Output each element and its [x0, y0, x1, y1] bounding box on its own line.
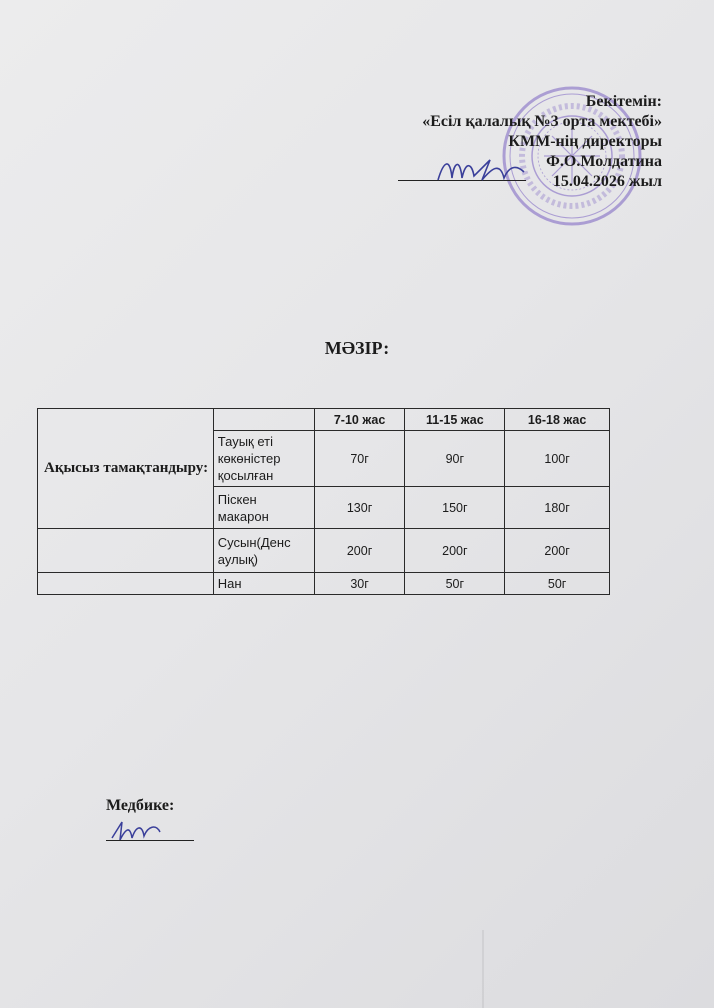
portion-7-10: 30г [314, 573, 405, 595]
empty-cell [38, 529, 214, 573]
header-cell-age-7-10: 7-10 жас [314, 409, 405, 431]
portion-16-18: 50г [505, 573, 610, 595]
food-name: Нан [213, 573, 314, 595]
portion-11-15: 200г [405, 529, 505, 573]
portion-16-18: 200г [505, 529, 610, 573]
director-name: Ф.О.Молдатина [546, 153, 662, 170]
table-row [38, 529, 610, 573]
portion-11-15: 150г [405, 487, 505, 529]
food-name: Сусын(Денс аулық) [213, 529, 314, 573]
food-name: Тауық еті көкөністер қосылған [213, 431, 314, 487]
portion-16-18: 180г [505, 487, 610, 529]
menu-title: МӘЗІР: [324, 338, 390, 358]
portion-11-15: 50г [405, 573, 505, 595]
header-cell-age-11-15: 11-15 жас [405, 409, 505, 431]
food-name: Піскен макарон [213, 487, 314, 529]
portion-7-10: 200г [314, 529, 405, 573]
free-meals-label: Ақысыз тамақтандыру: [38, 409, 214, 529]
approval-date: 15.04.2026 жыл [552, 173, 662, 190]
menu-table [37, 408, 610, 595]
table-row [38, 573, 610, 595]
portion-7-10: 70г [314, 431, 405, 487]
paper-fold-shadow [482, 930, 484, 1008]
school-name: «Есіл қалалық №3 орта мектебі» [422, 113, 662, 130]
portion-7-10: 130г [314, 487, 405, 529]
approval-heading: Бекітемін: [585, 93, 662, 110]
director-title: КММ-нің директоры [508, 133, 662, 150]
empty-cell [38, 573, 214, 595]
nurse-label: Медбике: [106, 797, 175, 814]
director-signature [430, 150, 530, 190]
portion-11-15: 90г [405, 431, 505, 487]
header-cell-food [213, 409, 314, 431]
portion-16-18: 100г [505, 431, 610, 487]
nurse-signature-line [106, 840, 194, 841]
table-header-row [38, 409, 610, 431]
header-cell-age-16-18: 16-18 жас [505, 409, 610, 431]
